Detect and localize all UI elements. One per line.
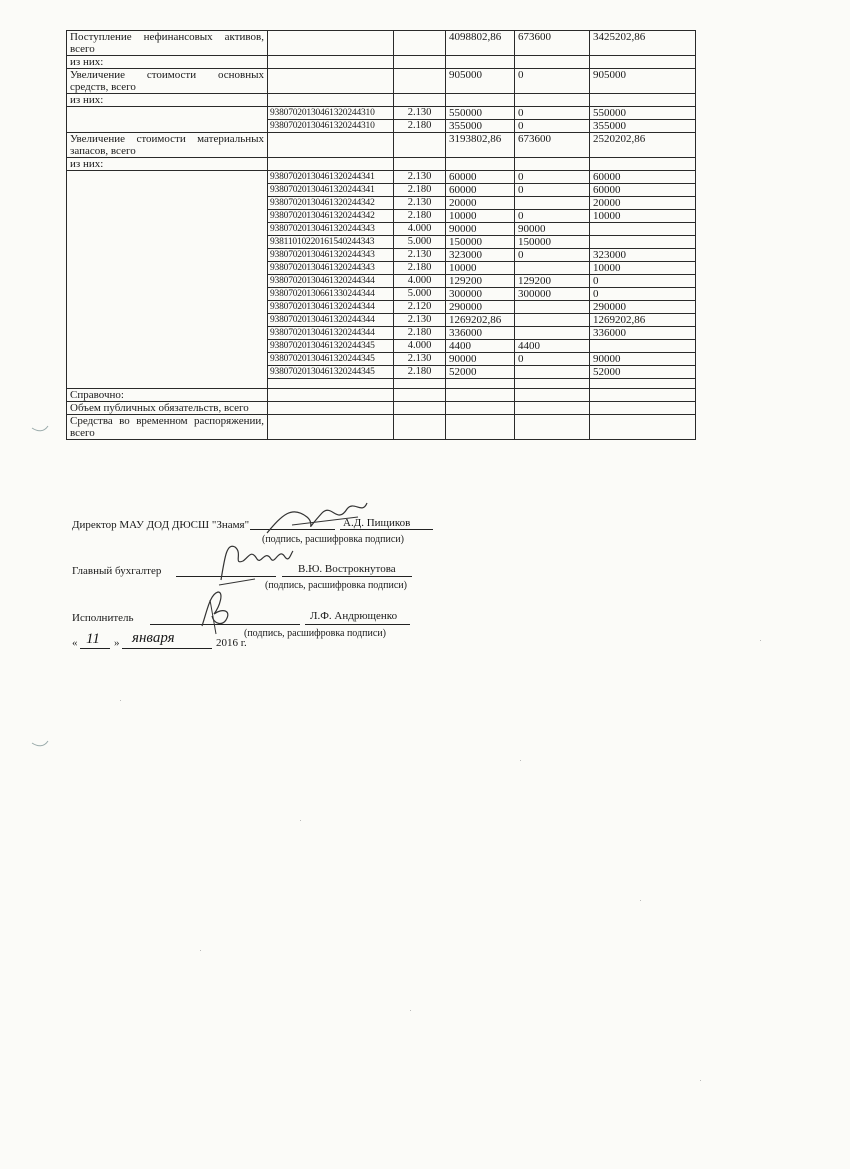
v2-cell: 550000 [590,107,696,120]
accountant-title: Главный бухгалтер [72,565,162,577]
v1-cell: 150000 [515,236,590,249]
total-cell: 60000 [446,184,515,197]
row-iz-nih [67,56,696,69]
date-year: 2016 г. [216,637,247,649]
postuplenie-v2: 3425202,86 [590,31,696,56]
total-cell: 300000 [446,288,515,301]
v1-cell: 4400 [515,340,590,353]
code-cell: 93811010220161540244343 [268,236,394,249]
v2-cell: 10000 [590,210,696,223]
total-cell: 60000 [446,171,515,184]
total-cell: 323000 [446,249,515,262]
code-cell: 93807020130461320244345 [268,353,394,366]
iz-nih-label: из них: [67,94,268,107]
executor-hint: (подпись, расшифровка подписи) [244,628,386,639]
kosgu-cell: 2.130 [394,249,446,262]
v2-cell: 336000 [590,327,696,340]
punch-mark [30,735,50,749]
v1-cell: 300000 [515,288,590,301]
code-cell: 93807020130461320244310 [268,120,394,133]
row-mz [67,133,696,158]
total-cell: 90000 [446,353,515,366]
kosgu-cell: 2.180 [394,210,446,223]
code-cell: 93807020130461320244345 [268,366,394,379]
obem-label: Объем публичных обязательств, всего [67,402,268,415]
v2-cell: 90000 [590,353,696,366]
os-label: Увеличение стоимости основных средств, всего [67,69,268,94]
date-month-line [122,648,212,649]
v1-cell [515,262,590,275]
row-spravochno [67,389,696,402]
punch-mark [30,420,50,434]
code-cell: 93807020130461320244344 [268,327,394,340]
nonfinancial-assets-table [66,30,696,440]
v2-cell: 355000 [590,120,696,133]
v1-cell [515,366,590,379]
date-month: января [132,630,175,646]
accountant-name-line [282,576,412,577]
total-cell: 4400 [446,340,515,353]
kosgu-cell: 2.180 [394,327,446,340]
v2-cell: 60000 [590,171,696,184]
code-cell: 93807020130461320244344 [268,275,394,288]
iz-nih-label: из них: [67,158,268,171]
total-cell: 290000 [446,301,515,314]
director-name: А.Д. Пищиков [343,517,411,529]
code-cell: 93807020130461320244343 [268,262,394,275]
total-cell: 10000 [446,210,515,223]
date-day-line [80,648,110,649]
v1-cell: 90000 [515,223,590,236]
kosgu-cell: 2.130 [394,353,446,366]
total-cell: 150000 [446,236,515,249]
mz-v1: 673600 [515,133,590,158]
v1-cell: 0 [515,353,590,366]
code-cell: 93807020130461320244344 [268,301,394,314]
v2-cell [590,340,696,353]
v2-cell [590,223,696,236]
kosgu-cell: 2.120 [394,301,446,314]
total-cell: 550000 [446,107,515,120]
code-cell: 93807020130461320244343 [268,223,394,236]
code-cell: 93807020130461320244344 [268,314,394,327]
total-cell: 129200 [446,275,515,288]
postuplenie-total: 4098802,86 [446,31,515,56]
executor-name: Л.Ф. Андрющенко [310,610,398,622]
v1-cell: 0 [515,120,590,133]
v2-cell [590,236,696,249]
total-cell: 90000 [446,223,515,236]
kosgu-cell: 2.180 [394,184,446,197]
v1-cell: 0 [515,210,590,223]
kosgu-cell: 5.000 [394,288,446,301]
total-cell: 10000 [446,262,515,275]
accountant-name: В.Ю. Вострокнутова [298,563,396,575]
row-sredstva [67,415,696,440]
kosgu-cell: 2.130 [394,197,446,210]
kosgu-cell: 4.000 [394,223,446,236]
v2-cell: 323000 [590,249,696,262]
code-cell: 93807020130461320244341 [268,171,394,184]
os-v2: 905000 [590,69,696,94]
director-title: Директор МАУ ДОД ДЮСШ "Знамя" [72,519,250,531]
kosgu-cell: 2.130 [394,314,446,327]
v2-cell: 60000 [590,184,696,197]
executor-name-line [305,624,410,625]
executor-signature [192,586,242,636]
v1-cell: 0 [515,249,590,262]
v2-cell: 1269202,86 [590,314,696,327]
os-total: 905000 [446,69,515,94]
v2-cell: 52000 [590,366,696,379]
v1-cell [515,314,590,327]
kosgu-cell: 2.130 [394,171,446,184]
v2-cell: 0 [590,275,696,288]
spravochno-label: Справочно: [67,389,268,402]
date-quote-open: « [72,637,78,649]
table-row [67,171,696,184]
v2-cell: 20000 [590,197,696,210]
kosgu-cell: 2.130 [394,107,446,120]
code-cell: 93807020130461320244342 [268,210,394,223]
kosgu-cell: 2.180 [394,366,446,379]
row-os [67,69,696,94]
accountant-hint: (подпись, расшифровка подписи) [265,580,407,591]
row-obem [67,402,696,415]
code-cell: 93807020130461320244342 [268,197,394,210]
kosgu-cell: 2.180 [394,120,446,133]
total-cell: 355000 [446,120,515,133]
kosgu-cell: 4.000 [394,340,446,353]
v1-cell: 0 [515,171,590,184]
kosgu-cell: 5.000 [394,236,446,249]
accountant-signature [215,535,295,590]
mz-v2: 2520202,86 [590,133,696,158]
os-v1: 0 [515,69,590,94]
v1-cell: 0 [515,184,590,197]
postuplenie-label: Поступление нефинансовых активов, всего [67,31,268,56]
row-postuplenie [67,31,696,56]
code-cell: 93807020130461320244310 [268,107,394,120]
mz-label: Увеличение стоимости материальных запасов, всего [67,133,268,158]
v1-cell: 129200 [515,275,590,288]
postuplenie-v1: 673600 [515,31,590,56]
sredstva-label: Средства во временном распоряжении, всего [67,415,268,440]
director-hint: (подпись, расшифровка подписи) [262,534,404,545]
total-cell: 52000 [446,366,515,379]
iz-nih-label: из них: [67,56,268,69]
v2-cell: 290000 [590,301,696,314]
v1-cell [515,327,590,340]
mz-total: 3193802,86 [446,133,515,158]
v2-cell: 0 [590,288,696,301]
date-quote-close: » [114,637,120,649]
date-day: 11 [86,631,100,647]
code-cell: 93807020130661330244344 [268,288,394,301]
v1-cell [515,197,590,210]
row-iz-nih [67,94,696,107]
code-cell: 93807020130461320244341 [268,184,394,197]
row-iz-nih [67,158,696,171]
executor-title: Исполнитель [72,612,134,624]
kosgu-cell: 4.000 [394,275,446,288]
total-cell: 1269202,86 [446,314,515,327]
v1-cell [515,301,590,314]
code-cell: 93807020130461320244345 [268,340,394,353]
code-cell: 93807020130461320244343 [268,249,394,262]
v2-cell: 10000 [590,262,696,275]
total-cell: 336000 [446,327,515,340]
table-row [67,107,696,120]
total-cell: 20000 [446,197,515,210]
kosgu-cell: 2.180 [394,262,446,275]
v1-cell: 0 [515,107,590,120]
